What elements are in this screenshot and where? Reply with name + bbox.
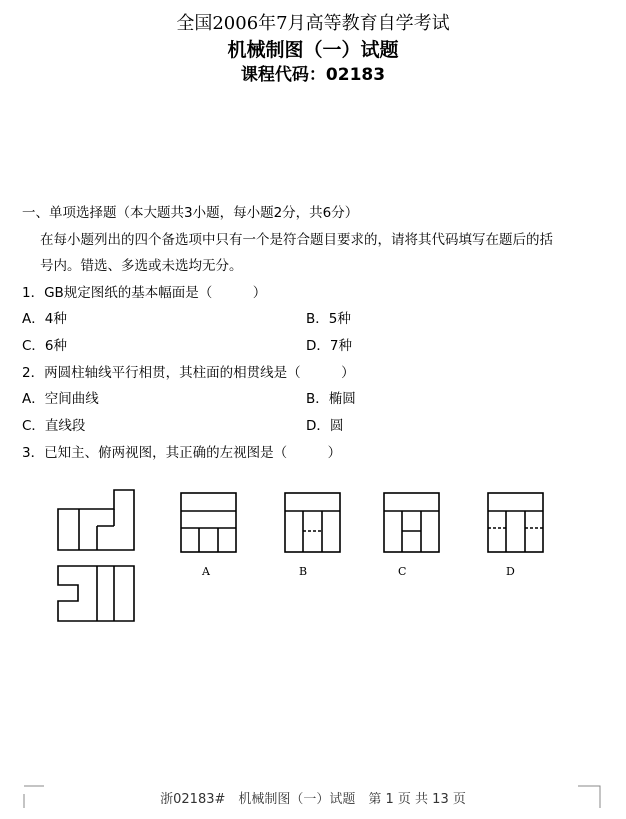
instruction-line-2: 号内。错选、多选或未选均无分。 <box>40 258 243 274</box>
front-view <box>58 490 134 550</box>
question-3-stem: 3．已知主、俯两视图，其正确的左视图是（ ） <box>22 445 342 461</box>
section-heading: 一、单项选择题（本大题共3小题，每小题2分，共6分） <box>22 205 359 221</box>
question-1-option-b: B．5种 <box>306 311 351 327</box>
option-d-drawing <box>488 493 543 552</box>
question-2-option-a: A．空间曲线 <box>22 391 99 407</box>
subject-title: 机械制图（一）试题 <box>227 39 399 61</box>
figure-label-d: D <box>506 565 515 578</box>
exam-title: 全国2006年7月高等教育自学考试 <box>176 13 450 34</box>
question-2-option-c: C．直线段 <box>22 418 86 434</box>
question-1-option-d: D．7种 <box>306 338 352 354</box>
page-footer: 浙02183# 机械制图（一）试题 第 1 页 共 13 页 <box>160 792 466 807</box>
top-view <box>58 566 134 621</box>
option-a-drawing <box>181 493 236 552</box>
question-2-stem: 2．两圆柱轴线平行相贯，其柱面的相贯线是（ ） <box>22 365 355 381</box>
figure-label-a: A <box>202 565 210 578</box>
option-b-drawing <box>285 493 340 552</box>
instruction-line-1: 在每小题列出的四个备选项中只有一个是符合题目要求的，请将其代码填写在题后的括 <box>40 232 553 248</box>
option-c-drawing <box>384 493 439 552</box>
question-2-option-b: B．椭圆 <box>306 391 356 407</box>
question-1-option-a: A．4种 <box>22 311 67 327</box>
question-1-stem: 1．GB规定图纸的基本幅面是（ ） <box>22 285 267 301</box>
figure-label-c: C <box>398 565 407 578</box>
course-code: 课程代码：02183 <box>240 65 386 85</box>
figure-label-b: B <box>299 565 308 578</box>
question-1-option-c: C．6种 <box>22 338 68 354</box>
question-2-option-d: D．圆 <box>306 418 344 434</box>
